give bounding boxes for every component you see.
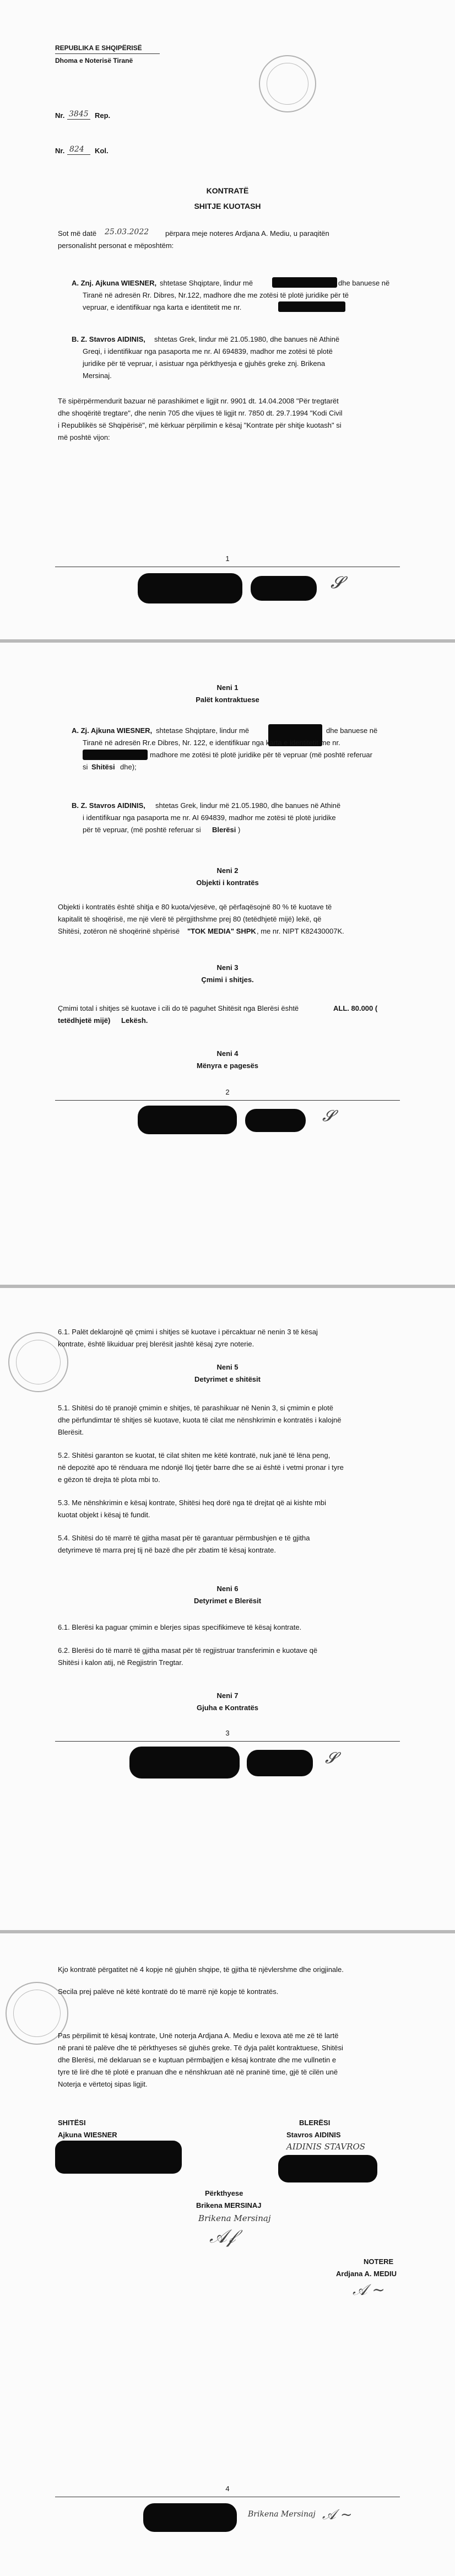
a-l4c: dhe); [120, 763, 137, 771]
handwritten-signature: 𝓢 [325, 1749, 337, 1767]
rep-underline [67, 119, 90, 120]
neni6-sub: Detyrimet e Blerësit [193, 1597, 262, 1605]
title-kontrate: KONTRATË [206, 186, 249, 195]
notary-stamp [259, 55, 316, 112]
intro-prefix: Sot më datë [58, 229, 97, 238]
neni6-title: Neni 6 [216, 1585, 239, 1593]
b-l3c: ) [238, 826, 241, 834]
obj-l3a: Shitësi, zotëron në shoqërinë shpërisë [58, 927, 180, 935]
document-page-1 [0, 0, 455, 639]
seller-role: SHITËSI [58, 2119, 86, 2127]
neni3-title: Neni 3 [216, 963, 239, 972]
translator-signature: 𝒜𝒻 [209, 2225, 236, 2248]
obj-l2: kapitalit të shoqërisë, me një vlerë të përgjithshme prej 80 (tetëdhjetë mijë) lekë, që [58, 915, 322, 923]
basis-l2: dhe shoqëritë tregtare", dhe nenin 705 dhe vijues të ligjit nr. 7850 dt. 29.7.1994 "Kodi Civil [58, 409, 343, 417]
redacted-seller-signature [55, 2141, 182, 2174]
redacted-signature [143, 2503, 237, 2532]
final-l2: në prani të palëve dhe të përkthyeses së gjuhës greke. Të dyja palët kontraktuese, Shitësi [58, 2044, 343, 2052]
partyB-l4: Mersinaj. [83, 371, 112, 380]
redacted-signature-2 [247, 1750, 313, 1776]
intro-line2: personalisht personat e mëposhtëm: [58, 241, 174, 250]
s53a: 5.3. Me nënshkrimin e kësaj kontrate, Shitësi heq dorë nga të drejtat që ai kishte mbi [58, 1499, 327, 1507]
a-l4a: si [83, 763, 88, 771]
header-divider [55, 53, 160, 54]
partyB-l2: Greqi, i identifikuar nga pasaporta me nr. AI 694839, madhor me zotësi të plotë [83, 347, 333, 355]
footer-rule [55, 1100, 400, 1101]
s61-line1: 6.1. Palët deklarojnë që çmimi i shitjes së kuotave i përcaktuar në nenin 3 të kësaj [58, 1328, 318, 1336]
neni4-sub: Mënyra e pagesës [196, 1061, 258, 1070]
neni5-sub: Detyrimet e shitësit [194, 1375, 261, 1383]
footer-handwritten-name: Brikena Mersinaj [248, 2510, 316, 2519]
obj-l3b: "TOK MEDIA" SHPK [187, 927, 256, 935]
redacted-signature [138, 573, 242, 603]
partyA-l3: vepruar, e identifikuar nga karta e identitetit me nr. [83, 303, 242, 311]
page-number-4: 4 [225, 2485, 230, 2493]
s62a: 6.2. Blerësi do të marrë të gjitha masat për të regjistruar transferimin e kuotave që [58, 1646, 318, 1655]
partyB-l1: shtetas Grek, lindur më 21.05.1980, dhe banues në Athinë [154, 335, 340, 343]
s53b: kuotat objekt i kësaj të fundit. [58, 1511, 150, 1519]
neni2-sub: Objekti i kontratës [196, 879, 259, 887]
a-label: A. Zj. Ajkuna WIESNER, [72, 726, 153, 735]
obj-l1: Objekti i kontratës është shitja e 80 kuota/vjesëve, që përfaqësojnë 80 % të kuotave të [58, 903, 332, 911]
notary-signature: 𝒜 ~ [353, 2281, 385, 2299]
price-l2b: Lekësh. [121, 1016, 148, 1025]
final-l5: Noterja e vërtetoj sipas ligjit. [58, 2080, 148, 2088]
b-l1: shtetas Grek, lindur më 21.05.1980, dhe banues në Athinë [155, 801, 341, 810]
price-l1b: ALL. 80.000 ( [333, 1004, 378, 1012]
partyB-l3: juridike për të vepruar, i asistuar nga përkthyesja e gjuhës greke znj. Brikena [83, 359, 326, 368]
redacted-signature-2 [245, 1109, 306, 1132]
b-l3b: Blerësi [212, 826, 236, 834]
handwritten-signature: 𝓢 [322, 1107, 334, 1125]
partyA-l2: Tiranë në adresën Rr. Dibres, Nr.122, madhore dhe me zotësi të plotë juridike për të [83, 291, 349, 299]
document-page-3 [0, 1288, 455, 1930]
partyA-label: A. Znj. Ajkuna WIESNER, [72, 279, 157, 287]
basis-l1: Të sipërpërmendurit bazuar në parashikimet e ligjit nr. 9901 dt. 14.04.2008 "Për tregtarët [58, 397, 339, 405]
document-page-2 [0, 643, 455, 1285]
a-l1b: dhe banuese në [326, 726, 378, 735]
s52c: e gëzon të drejta të plota mbi to. [58, 1475, 160, 1484]
redacted-signature-2 [251, 576, 317, 601]
handwritten-signature: 𝓢 [331, 573, 344, 592]
neni1-sub: Palët kontraktuese [196, 696, 259, 704]
page-number-3: 3 [225, 1729, 230, 1737]
neni3-sub: Çmimi i shitjes. [201, 976, 254, 984]
notary-role: NOTERE [364, 2257, 394, 2266]
partyA-l1b: dhe banuese në [338, 279, 390, 287]
redacted-signature [129, 1747, 240, 1779]
intro-rest: përpara meje noteres Ardjana A. Mediu, u paraqitën [165, 229, 329, 238]
basis-l4: më poshtë vijon: [58, 433, 110, 441]
translator-handwritten-name: Brikena Mersinaj [198, 2213, 271, 2223]
partyB-label: B. Z. Stavros AIDINIS, [72, 335, 145, 343]
nr-label: Nr. [55, 111, 65, 120]
neni2-title: Neni 2 [216, 866, 239, 875]
neni5-title: Neni 5 [216, 1363, 239, 1371]
s61x: 6.1. Blerësi ka paguar çmimin e blerjes sipas specifikimeve të kësaj kontrate. [58, 1623, 302, 1631]
s52a: 5.2. Shitësi garanton se kuotat, të cilat shiten me këtë kontratë, nuk janë të lëna peng, [58, 1451, 331, 1459]
kol-number: 824 [69, 145, 84, 154]
a-l1: shtetase Shqiptare, lindur më [156, 726, 250, 735]
a-l3: madhore me zotësi të plotë juridike për të vepruar (më poshtë referuar [150, 751, 372, 759]
neni4-title: Neni 4 [216, 1049, 239, 1058]
buyer-handwritten-name: AIDINIS STAVROS [286, 2142, 366, 2152]
copy-per-party-line: Secila prej palëve në këtë kontratë do të marrë një kopje të kontratës. [58, 1987, 279, 1996]
copies-line: Kjo kontratë përgatitet në 4 kopje në gjuhën shqipe, të gjitha të njëvlershme dhe origjinale. [58, 1965, 344, 1974]
rep-label: Rep. [95, 111, 111, 120]
redaction-birthdate [272, 277, 337, 288]
s54b: detyrimeve të marra prej tij në bazë dhe për zbatim të kësaj kontrate. [58, 1546, 276, 1554]
a-l2: Tiranë në adresën Rr.e Dibres, Nr. 122, e identifikuar nga karta e identitetit me nr. [83, 739, 340, 747]
final-l3: dhe Blerësi, më deklaruan se e kuptuan përmbajtjen e kësaj kontrate dhe me vullnetin e [58, 2056, 337, 2064]
a-l4b: Shitësi [91, 763, 115, 771]
buyer-name: Stavros AIDINIS [286, 2131, 341, 2139]
final-l1: Pas përpilimit të kësaj kontrate, Unë noterja Ardjana A. Mediu e lexova atë me zë të lartë [58, 2031, 339, 2040]
seller-name: Ajkuna WIESNER [58, 2131, 117, 2139]
s51a: 5.1. Shitësi do të pranojë çmimin e shitjes, të parashikuar në Nenin 3, si çmimin e plotë [58, 1404, 334, 1412]
redacted-buyer-signature [278, 2155, 377, 2182]
kol-label: Kol. [95, 147, 109, 155]
kol-underline [67, 154, 90, 155]
translator-role: Përkthyese [205, 2189, 243, 2197]
header-republic: REPUBLIKA E SHQIPËRISË [55, 44, 142, 52]
page-number-2: 2 [225, 1088, 230, 1096]
notary-name: Ardjana A. MEDIU [336, 2270, 397, 2278]
title-shitje-kuotash: SHITJE KUOTASH [194, 202, 261, 211]
partyA-l1: shtetase Shqiptare, lindur më [160, 279, 253, 287]
redacted-signature [138, 1106, 237, 1134]
neni7-title: Neni 7 [216, 1691, 239, 1700]
obj-l3c: , me nr. NIPT K82430007K. [257, 927, 344, 935]
rep-number: 3845 [69, 110, 89, 118]
price-l1a: Çmimi total i shitjes së kuotave i cili do të paguhet Shitësit nga Blerësi është [58, 1004, 299, 1012]
neni7-sub: Gjuha e Kontratës [197, 1704, 258, 1712]
final-l4: tyre të lirë dhe të plotë e pranuan dhe e nënshkruan atë në praninë time, gjë të cilën unë [58, 2068, 338, 2076]
document-page-4 [0, 1933, 455, 2576]
s61-line2: kontrate, është likuiduar prej blerësit jashtë kësaj zyre noterie. [58, 1340, 254, 1348]
b-l2: i identifikuar nga pasaporta me nr. AI 694839, madhor me zotësi të plotë juridike [83, 813, 336, 822]
translator-name: Brikena MERSINAJ [196, 2201, 262, 2209]
page-number-1: 1 [225, 554, 230, 563]
s51c: Blerësit. [58, 1428, 84, 1436]
s52b: në depozitë apo të rënduara me ndonjë lloj tjetër barre dhe se ai është i vetmi pronar i tyre [58, 1463, 344, 1472]
header-chamber: Dhoma e Noterisë Tiranë [55, 57, 133, 64]
basis-l3: i Republikës së Shqipërisë", më kërkuar përpilimin e kësaj "Kontrate për shitje kuotash" si [58, 421, 342, 429]
nr-label-2: Nr. [55, 147, 65, 155]
price-l2a: tetëdhjetë mijë) [58, 1016, 111, 1025]
intro-date: 25.03.2022 [105, 228, 149, 236]
b-l3a: për të vepruar, (më poshtë referuar si [83, 826, 201, 834]
s62b: Shitësi i kalon atij, në Regjistrin Tregtar. [58, 1658, 183, 1667]
buyer-role: BLERËSI [299, 2119, 331, 2127]
redaction-id-number [278, 301, 345, 312]
b-label: B. Z. Stavros AIDINIS, [72, 801, 145, 810]
s54a: 5.4. Shitësi do të marrë të gjitha masat për të garantuar përmbushjen e të gjitha [58, 1534, 310, 1542]
s51b: dhe përfundimtar të shitjes së kuotave, kuota të cilat me nënshkrimin e kontratës i kalojnë [58, 1416, 342, 1424]
redaction-id-number [83, 750, 148, 760]
handwritten-signature: 𝒜 ~ [322, 2507, 353, 2523]
neni1-title: Neni 1 [216, 683, 239, 692]
footer-rule [55, 1741, 400, 1742]
